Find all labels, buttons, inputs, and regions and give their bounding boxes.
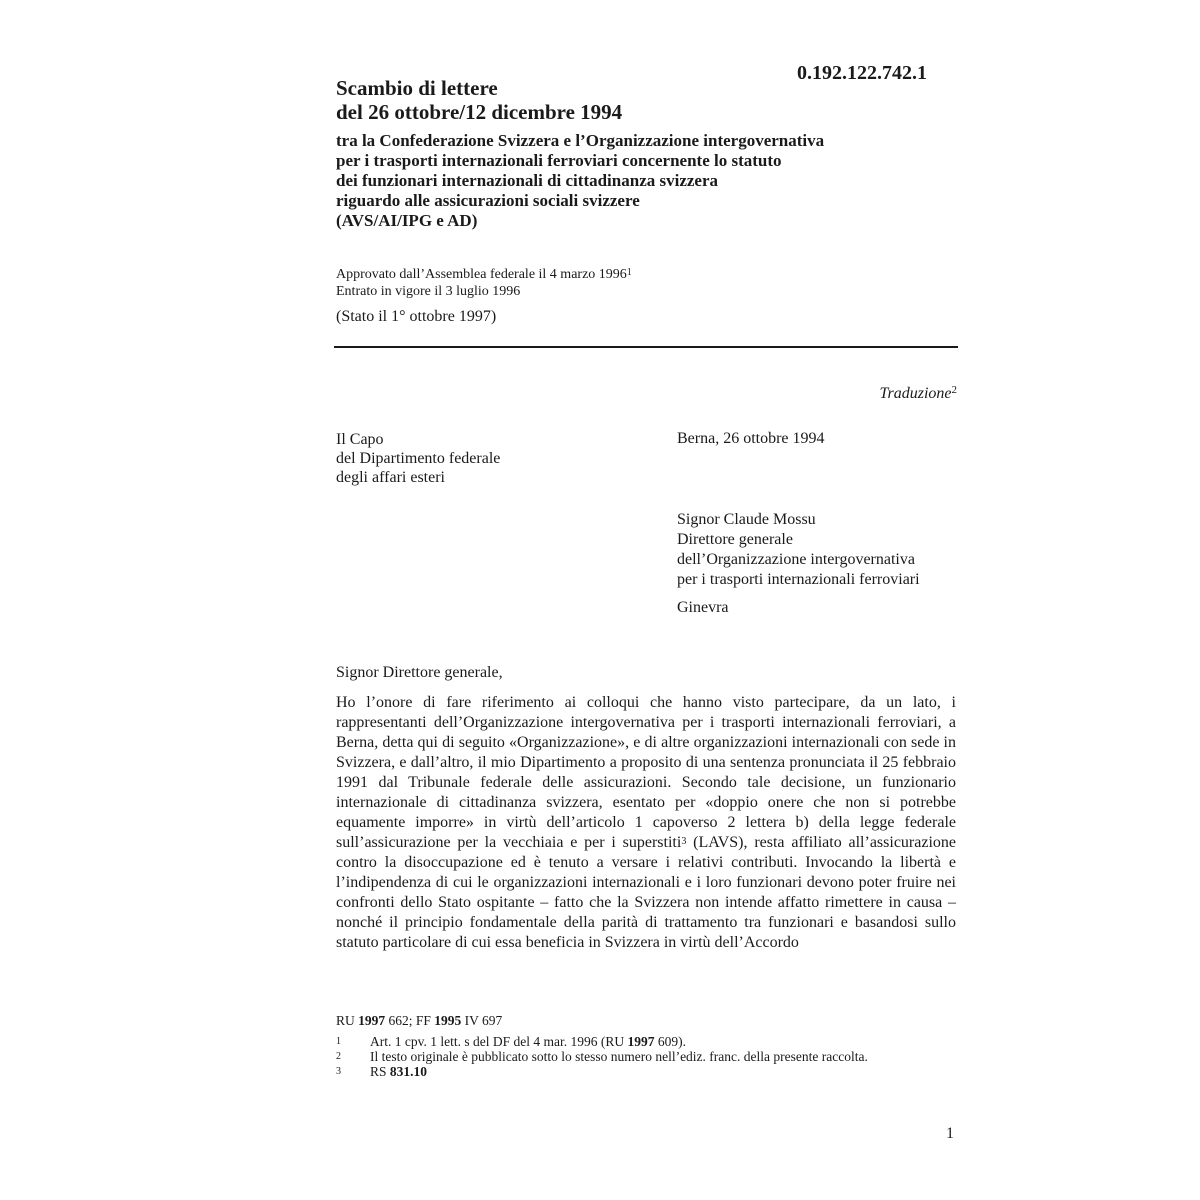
footnote-marker-2[interactable]: 2 xyxy=(951,384,957,396)
sender-line: Il Capo xyxy=(336,431,384,448)
letter-body xyxy=(336,693,956,953)
salutation: Signor Direttore generale, xyxy=(336,664,503,681)
fn-bold: 1997 xyxy=(627,1034,655,1049)
sender-block xyxy=(336,430,500,487)
document-subtitle xyxy=(336,131,824,231)
place-date: Berna, 26 ottobre 1994 xyxy=(677,430,825,447)
footnotes xyxy=(336,1013,956,1079)
page-number: 1 xyxy=(946,1125,954,1142)
addressee-line: dell’Organizzazione intergovernativa xyxy=(677,551,915,568)
addressee-block xyxy=(677,510,920,618)
fn-bold: 831.10 xyxy=(389,1064,428,1079)
translation-label xyxy=(879,385,957,403)
approval-info xyxy=(336,266,632,300)
footnote-text: Il testo originale è pubblicato sotto lo stesso numero nell’ediz. franc. della presente raccolta. xyxy=(370,1049,868,1064)
footnote-1 xyxy=(336,1034,956,1049)
footnote-marker-1[interactable]: 1 xyxy=(626,267,632,278)
footnote-text xyxy=(370,1064,956,1079)
subtitle-line: dei funzionari internazionali di cittadinanza svizzera xyxy=(336,171,719,190)
document-title xyxy=(336,76,622,124)
addressee-city: Ginevra xyxy=(677,599,729,616)
fn-text: Art. 1 cpv. 1 lett. s del DF del 4 mar. 1996 (RU xyxy=(370,1034,628,1049)
translation-text: Traduzione xyxy=(879,385,952,402)
publication-reference xyxy=(336,1013,956,1028)
fn-text: 609). xyxy=(654,1034,686,1049)
ref-text: 662; FF xyxy=(385,1013,435,1028)
header-divider xyxy=(334,346,958,348)
footnote-text xyxy=(370,1034,956,1049)
approved-text: Approvato dall’Assemblea federale il 4 marzo 1996 xyxy=(336,267,627,282)
footnote-3 xyxy=(336,1064,956,1079)
ref-year: 1997 xyxy=(358,1013,386,1028)
footnote-number: 1 xyxy=(336,1036,341,1047)
subtitle-line: per i trasporti internazionali ferroviari concernente lo statuto xyxy=(336,151,782,170)
title-line-2: del 26 ottobre/12 dicembre 1994 xyxy=(336,100,623,124)
body-text-part-2: (LAVS), resta affiliato all’assicurazione contro la disoccupazione ed è tenuto a versare i relativi contributi. Invocando la libertà e l’indipendenza di cui le organizzazioni internazionali e i loro funzionari devono poter fruire nei confronti dello Stato ospitante – fatto che la Svizzera non intende affatto rimettere in causa – nonché il principio fondamentale della parità di trattamento tra funzionari e basandosi sullo statuto particolare di cui essa beneficia in Svizzera in virtù dell’Accordo xyxy=(336,834,957,951)
ref-year: 1995 xyxy=(434,1013,462,1028)
sender-line: del Dipartimento federale xyxy=(336,450,501,467)
footnote-2 xyxy=(336,1049,956,1064)
sr-number: 0.192.122.742.1 xyxy=(797,62,927,84)
fn-text: RS xyxy=(370,1064,390,1079)
footnote-number: 3 xyxy=(336,1066,341,1077)
ref-text: IV 697 xyxy=(461,1013,503,1028)
approved-line xyxy=(336,266,632,283)
subtitle-line: riguardo alle assicurazioni sociali svizzere xyxy=(336,191,640,210)
addressee-line: per i trasporti internazionali ferroviari xyxy=(677,571,920,588)
addressee-line: Signor Claude Mossu xyxy=(677,511,816,528)
in-force-line: Entrato in vigore il 3 luglio 1996 xyxy=(336,284,521,299)
body-text-part-1: Ho l’onore di fare riferimento ai colloqui che hanno visto partecipare, da un lato, i rappresentanti dell’Organizzazione intergovernativa per i trasporti internazionali ferroviari, a Berna, detta qui di seguito «Organizzazione», e di altre organizzazioni internazionali con sede in Svizzera, e dall’altro, il mio Dipartimento a proposito di una sentenza pronunciata il 25 febbraio 1991 dal Tribunale federale delle assicurazioni. Secondo tale decisione, un funzionario internazionale di cittadinanza svizzera, esentato per «doppio onere che non si potrebbe equamente imporre» in virtù dell’articolo 1 capoverso 2 lettera b) della legge federale sull’assicurazione per la vecchiaia e per i superstiti xyxy=(336,694,956,851)
sender-line: degli affari esteri xyxy=(336,469,445,486)
subtitle-line: tra la Confederazione Svizzera e l’Organizzazione intergovernativa xyxy=(336,131,825,150)
status-date: (Stato il 1° ottobre 1997) xyxy=(336,308,497,325)
footnote-marker-3[interactable]: 3 xyxy=(681,836,687,847)
addressee-line: Direttore generale xyxy=(677,531,793,548)
ref-text: RU xyxy=(336,1013,359,1028)
title-line-1: Scambio di lettere xyxy=(336,76,498,100)
footnote-number: 2 xyxy=(336,1051,341,1062)
subtitle-line: (AVS/AI/IPG e AD) xyxy=(336,211,478,230)
